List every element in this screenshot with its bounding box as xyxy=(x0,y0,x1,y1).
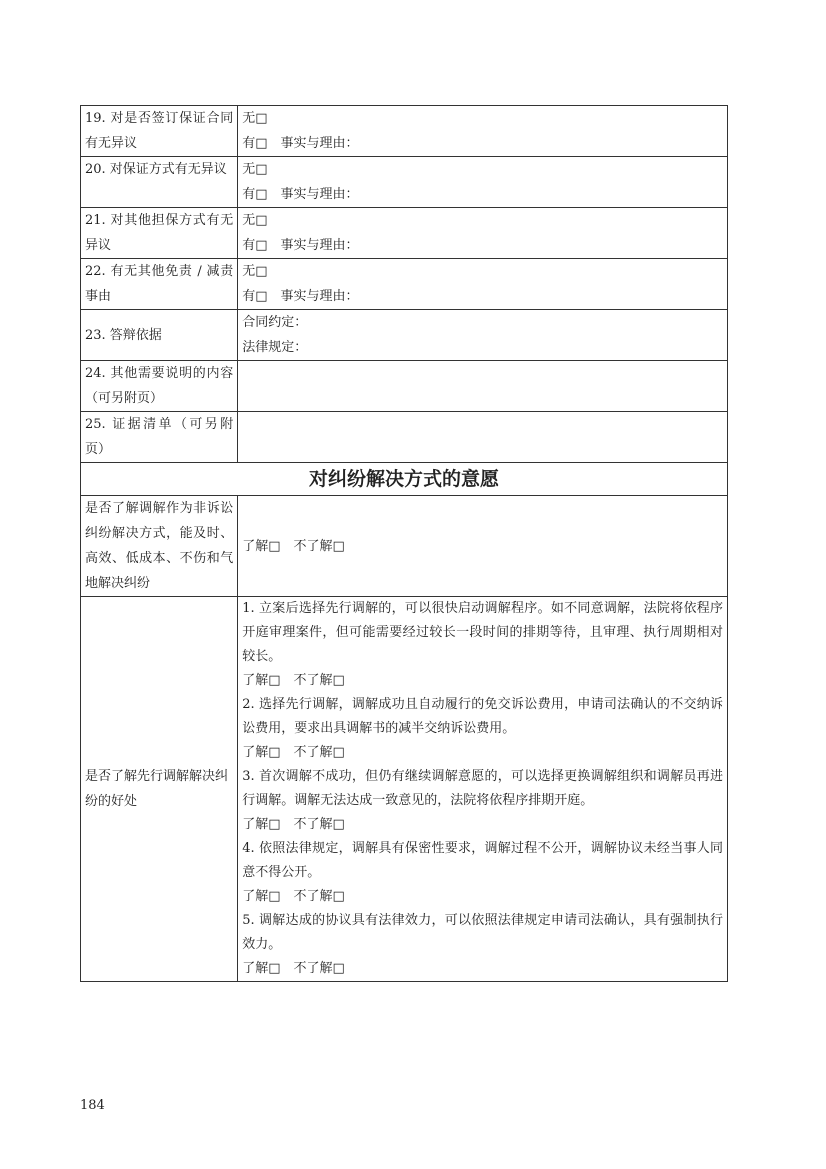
option-none[interactable]: 无□ xyxy=(242,111,268,126)
benefits-answer-cell xyxy=(238,597,728,982)
benefit-item-choice[interactable]: 了解□ 不了解□ xyxy=(242,817,345,832)
benefit-item-text: 1. 立案后选择先行调解的，可以很快启动调解程序。如不同意调解，法院将依程序开庭审理案件，但可能需要经过较长一段时间的排期等待，且审理、执行周期相对较长。 xyxy=(242,601,723,664)
option-has[interactable]: 有□ xyxy=(242,238,268,253)
page-number: 184 xyxy=(80,1098,105,1113)
benefit-item-choice[interactable]: 了解□ 不了解□ xyxy=(242,961,345,976)
option-has[interactable]: 有□ xyxy=(242,187,268,202)
table-row xyxy=(81,157,728,208)
table-row xyxy=(81,496,728,597)
answer-cell-19 xyxy=(238,106,728,157)
reason-label: 事实与理由： xyxy=(280,238,359,253)
answer-cell-20 xyxy=(238,157,728,208)
reason-label: 事实与理由： xyxy=(280,136,359,151)
question-cell-19: 19. 对是否签订保证合同有无异议 xyxy=(81,106,238,157)
defense-form-table xyxy=(80,105,728,982)
contract-basis-label: 合同约定： xyxy=(242,315,308,330)
mediation-question-cell: 是否了解调解作为非诉讼纠纷解决方式，能及时、高效、低成本、不伤和气地解决纠纷 xyxy=(81,496,238,597)
table-row xyxy=(81,463,728,496)
question-cell-23: 23. 答辩依据 xyxy=(81,310,238,361)
table-row xyxy=(81,310,728,361)
answer-cell-22 xyxy=(238,259,728,310)
option-none[interactable]: 无□ xyxy=(242,162,268,177)
reason-label: 事实与理由： xyxy=(280,187,359,202)
benefit-item-choice[interactable]: 了解□ 不了解□ xyxy=(242,673,345,688)
answer-cell-24[interactable] xyxy=(238,361,728,412)
legal-basis-label: 法律规定： xyxy=(242,340,308,355)
question-cell-20: 20. 对保证方式有无异议 xyxy=(81,157,238,208)
question-cell-24: 24. 其他需要说明的内容（可另附页） xyxy=(81,361,238,412)
benefit-item-choice[interactable]: 了解□ 不了解□ xyxy=(242,889,345,904)
question-cell-22: 22. 有无其他免责 / 减责事由 xyxy=(81,259,238,310)
question-cell-21: 21. 对其他担保方式有无异议 xyxy=(81,208,238,259)
answer-cell-23 xyxy=(238,310,728,361)
table-row xyxy=(81,208,728,259)
table-row xyxy=(81,597,728,982)
option-none[interactable]: 无□ xyxy=(242,213,268,228)
option-has[interactable]: 有□ xyxy=(242,136,268,151)
mediation-answer-cell[interactable]: 了解□ 不了解□ xyxy=(238,496,728,597)
option-has[interactable]: 有□ xyxy=(242,289,268,304)
benefit-item-text: 3. 首次调解不成功，但仍有继续调解意愿的，可以选择更换调解组织和调解员再进行调解。调解无法达成一致意见的，法院将依程序排期开庭。 xyxy=(242,769,723,808)
question-cell-25: 25. 证据清单（可另附页） xyxy=(81,412,238,463)
table-row xyxy=(81,412,728,463)
benefits-question-cell: 是否了解先行调解解决纠纷的好处 xyxy=(81,597,238,982)
option-none[interactable]: 无□ xyxy=(242,264,268,279)
benefit-item-choice[interactable]: 了解□ 不了解□ xyxy=(242,745,345,760)
answer-cell-25[interactable] xyxy=(238,412,728,463)
table-row xyxy=(81,259,728,310)
benefit-item-text: 4. 依照法律规定，调解具有保密性要求，调解过程不公开，调解协议未经当事人同意不得公开。 xyxy=(242,841,723,880)
table-row xyxy=(81,361,728,412)
answer-cell-21 xyxy=(238,208,728,259)
reason-label: 事实与理由： xyxy=(280,289,359,304)
benefit-item-text: 5. 调解达成的协议具有法律效力，可以依照法律规定申请司法确认，具有强制执行效力。 xyxy=(242,913,723,952)
section-title: 对纠纷解决方式的意愿 xyxy=(81,463,728,496)
table-row xyxy=(81,106,728,157)
benefit-item-text: 2. 选择先行调解，调解成功且自动履行的免交诉讼费用，申请司法确认的不交纳诉讼费用，要求出具调解书的减半交纳诉讼费用。 xyxy=(242,697,723,736)
